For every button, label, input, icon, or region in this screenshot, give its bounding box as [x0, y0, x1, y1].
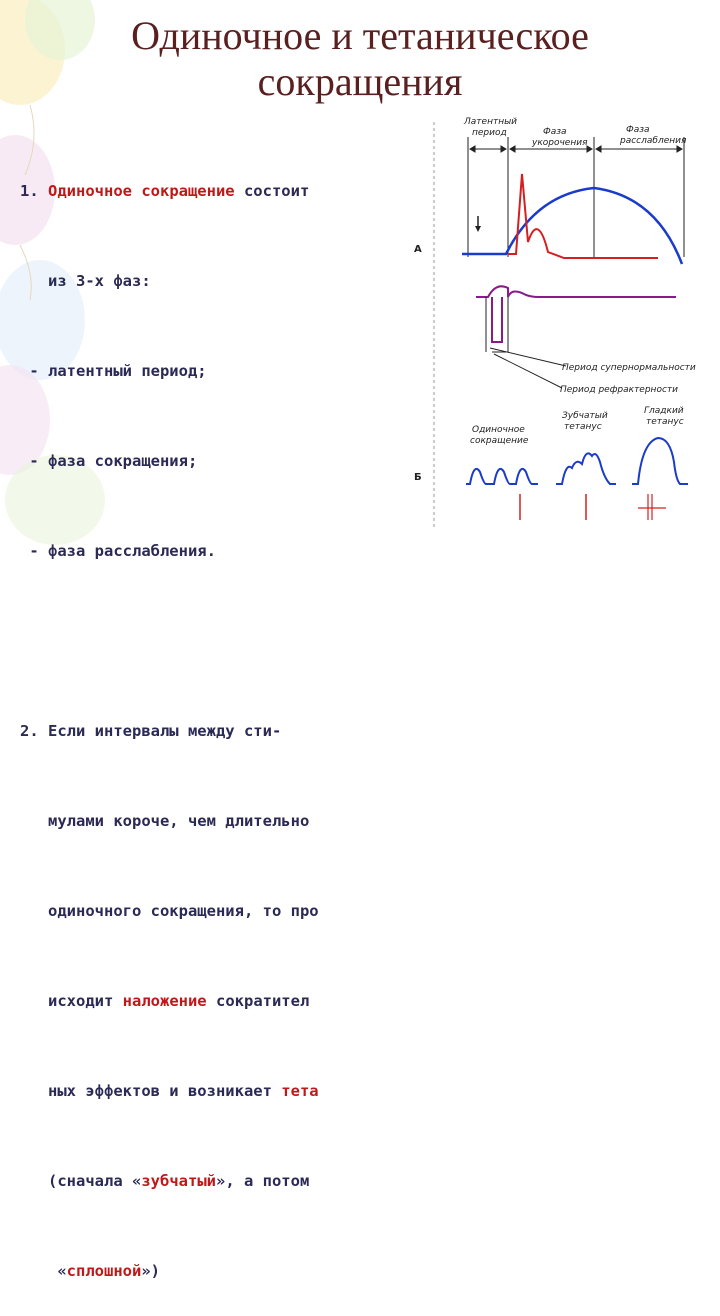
point1-bullet-contraction: - фаза сокращения;	[20, 452, 198, 470]
point2-highlight-smooth: сплошной	[66, 1262, 142, 1280]
smooth-label-1: Гладкий	[644, 406, 684, 416]
point2-line3: одиночного сокращения, то про	[20, 902, 319, 920]
point1-bullet-latent: - латентный период;	[20, 362, 207, 380]
serrated-label-1: Зубчатый	[562, 411, 608, 421]
serrated-label-2: тетанус	[564, 422, 602, 432]
title-line-1: Одиночное и тетаническое	[131, 13, 589, 58]
point2-line6	[20, 1166, 420, 1196]
title-line-2: сокращения	[257, 59, 463, 104]
body-text	[20, 116, 420, 1280]
point2-highlight-tetanus: тета	[281, 1082, 319, 1100]
point2-line7-text: «	[20, 1262, 67, 1280]
point2-line4-end: сократител	[206, 992, 310, 1010]
point2-line4	[20, 986, 420, 1016]
refractory-label: Период рефрактерности	[560, 385, 678, 395]
label-b: Б	[414, 472, 422, 483]
point2-line4-text: исходит	[20, 992, 123, 1010]
latent-label-1: Латентный	[464, 117, 518, 127]
point2-line6-end: », а потом	[215, 1172, 310, 1190]
point2-line5	[20, 1076, 420, 1106]
point1-number: 1.	[20, 182, 48, 200]
point1-bullet-relaxation: - фаза расслабления.	[20, 542, 216, 560]
point1-rest: состоит	[234, 182, 310, 200]
smooth-label-2: тетанус	[646, 417, 684, 427]
blank-line	[20, 626, 420, 656]
point1-line1	[20, 176, 420, 206]
relax-phase-label-1: Фаза	[626, 125, 650, 135]
single-label-1: Одиночное	[472, 425, 525, 435]
point1-line2: из 3-х фаз:	[20, 272, 151, 290]
point2-line6-text: (сначала «	[20, 1172, 142, 1190]
contraction-phase-label-2: укорочения	[532, 138, 588, 148]
point1-highlight: Одиночное сокращение	[48, 182, 235, 200]
point2-line1: 2. Если интервалы между сти-	[20, 722, 282, 740]
point2-line2: мулами короче, чем длительно	[20, 812, 310, 830]
point2-highlight-overlap: наложение	[122, 992, 207, 1010]
latent-label-2: период	[472, 128, 507, 138]
point2-highlight-serrated: зубчатый	[141, 1172, 216, 1190]
contraction-phase-label-1: Фаза	[543, 127, 567, 137]
label-a: А	[414, 244, 422, 255]
supernormal-label: Период супернормальности	[562, 363, 696, 373]
point2-line5-text: ных эффектов и возникает	[20, 1082, 282, 1100]
point2-line7-end: »)	[141, 1262, 160, 1280]
point2-line7	[20, 1256, 420, 1286]
single-label-2: сокращение	[470, 436, 529, 446]
diagram-background	[426, 112, 716, 532]
contraction-diagram	[414, 112, 716, 532]
relax-phase-label-2: расслабления	[620, 136, 687, 146]
